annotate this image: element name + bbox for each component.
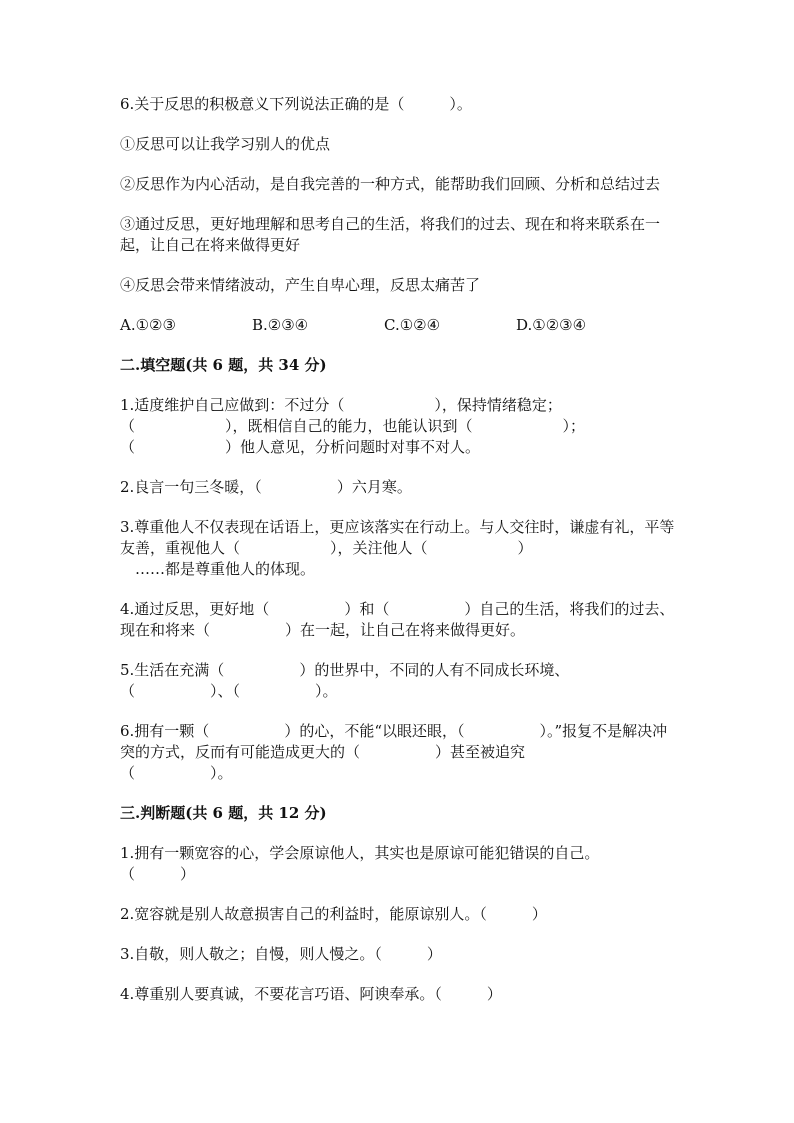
question-6-statement-2: ②反思作为内心活动，是自我完善的一种方式，能帮助我们回顾、分析和总结过去 xyxy=(120,175,661,193)
fill-blank-4: 4.通过反思，更好地（ ）和（ ）自己的生活，将我们的过去、现在和将来（ ）在一起，让自己在将来做得更好。 xyxy=(120,600,675,639)
question-6-statement-3: ③通过反思，更好地理解和思考自己的生活，将我们的过去、现在和将来联系在一起，让自己在将来做得更好 xyxy=(120,215,661,254)
question-6-statement-1: ①反思可以让我学习别人的优点 xyxy=(120,135,331,153)
option-d: D.①②③④ xyxy=(516,316,587,334)
fill-blank-6: 6.拥有一颗（ ）的心，不能“以眼还眼，（ ）。”报复不是解决冲突的方式，反而有可能造成更大的（ ）甚至被追究 （ ）。 xyxy=(120,722,668,782)
fill-blank-2: 2.良言一句三冬暖，（ ）六月寒。 xyxy=(120,478,412,496)
true-false-3: 3.自敬，则人敬之；自慢，则人慢之。（ ） xyxy=(120,945,442,963)
question-6-statement-4: ④反思会带来情绪波动，产生自卑心理，反思太痛苦了 xyxy=(120,276,481,294)
question-6-options xyxy=(120,315,680,336)
true-false-2: 2.宽容就是别人故意损害自己的利益时，能原谅别人。（ ） xyxy=(120,905,547,923)
question-6-stem: 6.关于反思的积极意义下列说法正确的是（ ）。 xyxy=(120,95,472,113)
true-false-4: 4.尊重别人要真诚，不要花言巧语、阿谀奉承。（ ） xyxy=(120,985,502,1003)
option-b: B.②③④ xyxy=(252,316,309,334)
fill-blank-5: 5.生活在充满（ ）的世界中，不同的人有不同成长环境、 （ ）、（ ）。 xyxy=(120,661,570,700)
worksheet-page xyxy=(120,94,680,1024)
option-a: A.①②③ xyxy=(120,316,176,334)
fill-blank-3: 3.尊重他人不仅表现在话语上，更应该落实在行动上。与人交往时，谦虚有礼，平等友善，重视他人（ ），关注他人（ ） ……都是尊重他人的体现。 xyxy=(120,518,675,578)
section-2-heading: 二.填空题(共 6 题，共 34 分) xyxy=(120,356,327,374)
true-false-1: 1.拥有一颗宽容的心，学会原谅他人，其实也是原谅可能犯错误的自己。 （ ） xyxy=(120,844,600,883)
section-3-heading: 三.判断题(共 6 题，共 12 分) xyxy=(120,804,327,822)
fill-blank-1: 1.适度维护自己应做到：不过分（ ），保持情绪稳定； （ ），既相信自己的能力，也能认识到（ ）； （ ）他人意见，分析问题时对事不对人。 xyxy=(120,396,586,456)
option-c: C.①②④ xyxy=(384,316,441,334)
